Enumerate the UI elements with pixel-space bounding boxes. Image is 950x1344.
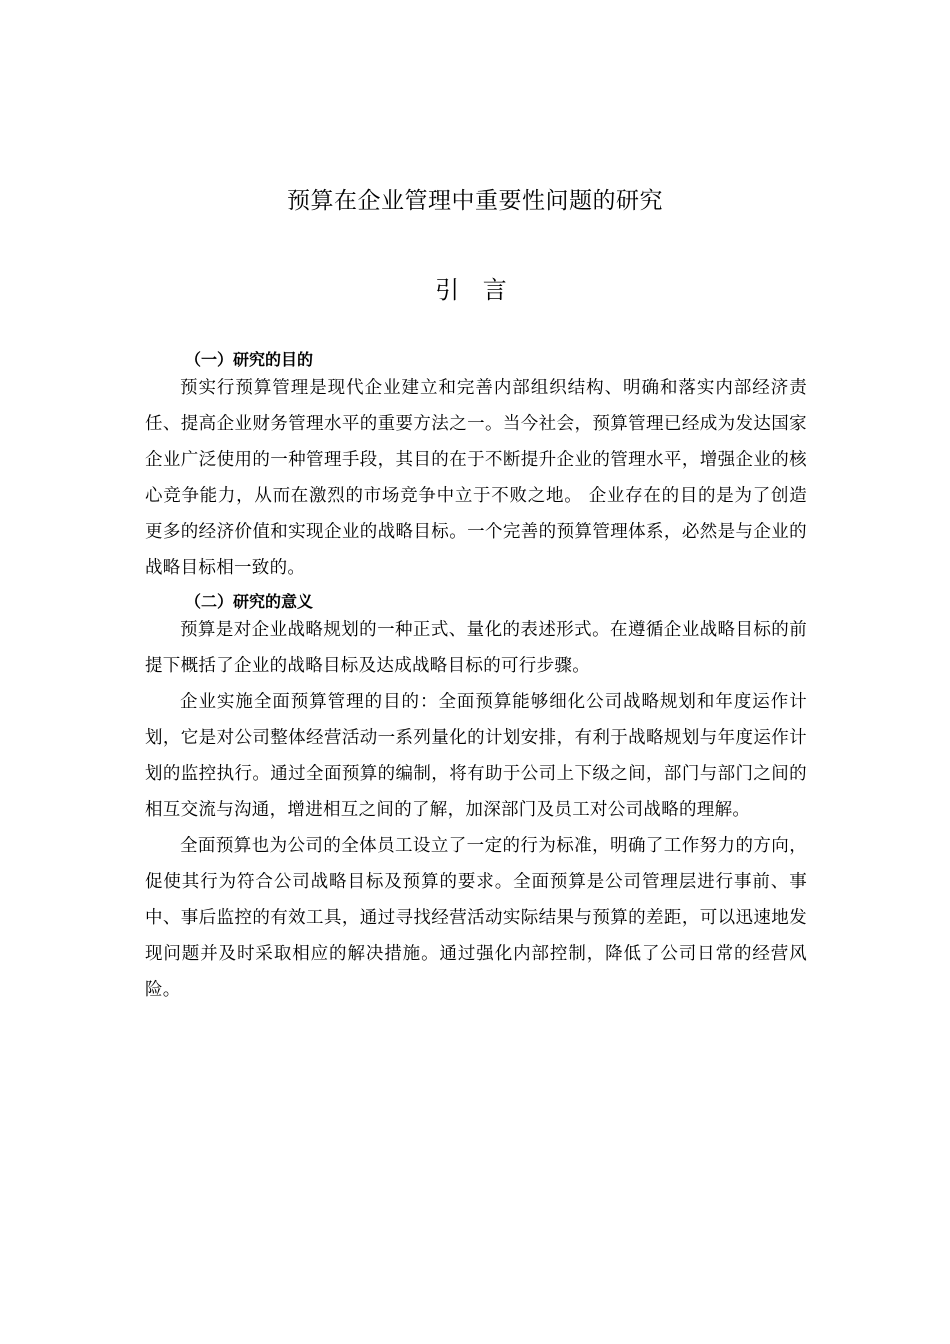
paragraph: 企业实施全面预算管理的目的：全面预算能够细化公司战略规划和年度运作计划，它是对公司整体经营活动一系列量化的计划安排，有利于战略规划与年度运作计划的监控执行。通过全面预算的编制，将有助于公司上下级之间，部门与部门之间的相互交流与沟通，增进相互之间的了解，加深部门及员工对公司战略的理解。 [145,692,807,820]
paragraph: 预实行预算管理是现代企业建立和完善内部组织结构、明确和落实内部经济责任、提高企业财务管理水平的重要方法之一。当今社会，预算管理已经成为发达国家企业广泛使用的一种管理手段，其目的在于不断提升企业的管理水平，增强企业的核心竞争能力，从而在激烈的市场竞争中立于不败之地。 企业存在的目的是为了创造更多的经济价值和实现企业的战略目标。一个完善的预算管理体系，必然是与企业的战略目标相一致的。 [145,378,807,578]
section-title: 引 言 [435,276,515,304]
paragraph: 全面预算也为公司的全体员工设立了一定的行为标准，明确了工作努力的方向，促使其行为符合公司战略目标及预算的要求。全面预算是公司管理层进行事前、事中、事后监控的有效工具，通过寻找经营活动实际结果与预算的差距，可以迅速地发现问题并及时采取相应的解决措施。通过强化内部控制，降低了公司日常的经营风险。 [145,836,807,1000]
paragraph: 预算是对企业战略规划的一种正式、量化的表述形式。在遵循企业战略目标的前提下概括了企业的战略目标及达成战略目标的可行步骤。 [145,620,807,676]
subheading-research-significance: （二）研究的意义 [185,592,314,611]
document-title: 预算在企业管理中重要性问题的研究 [287,188,663,214]
document-body [145,350,807,1008]
subheading-research-purpose: （一）研究的目的 [185,350,314,369]
